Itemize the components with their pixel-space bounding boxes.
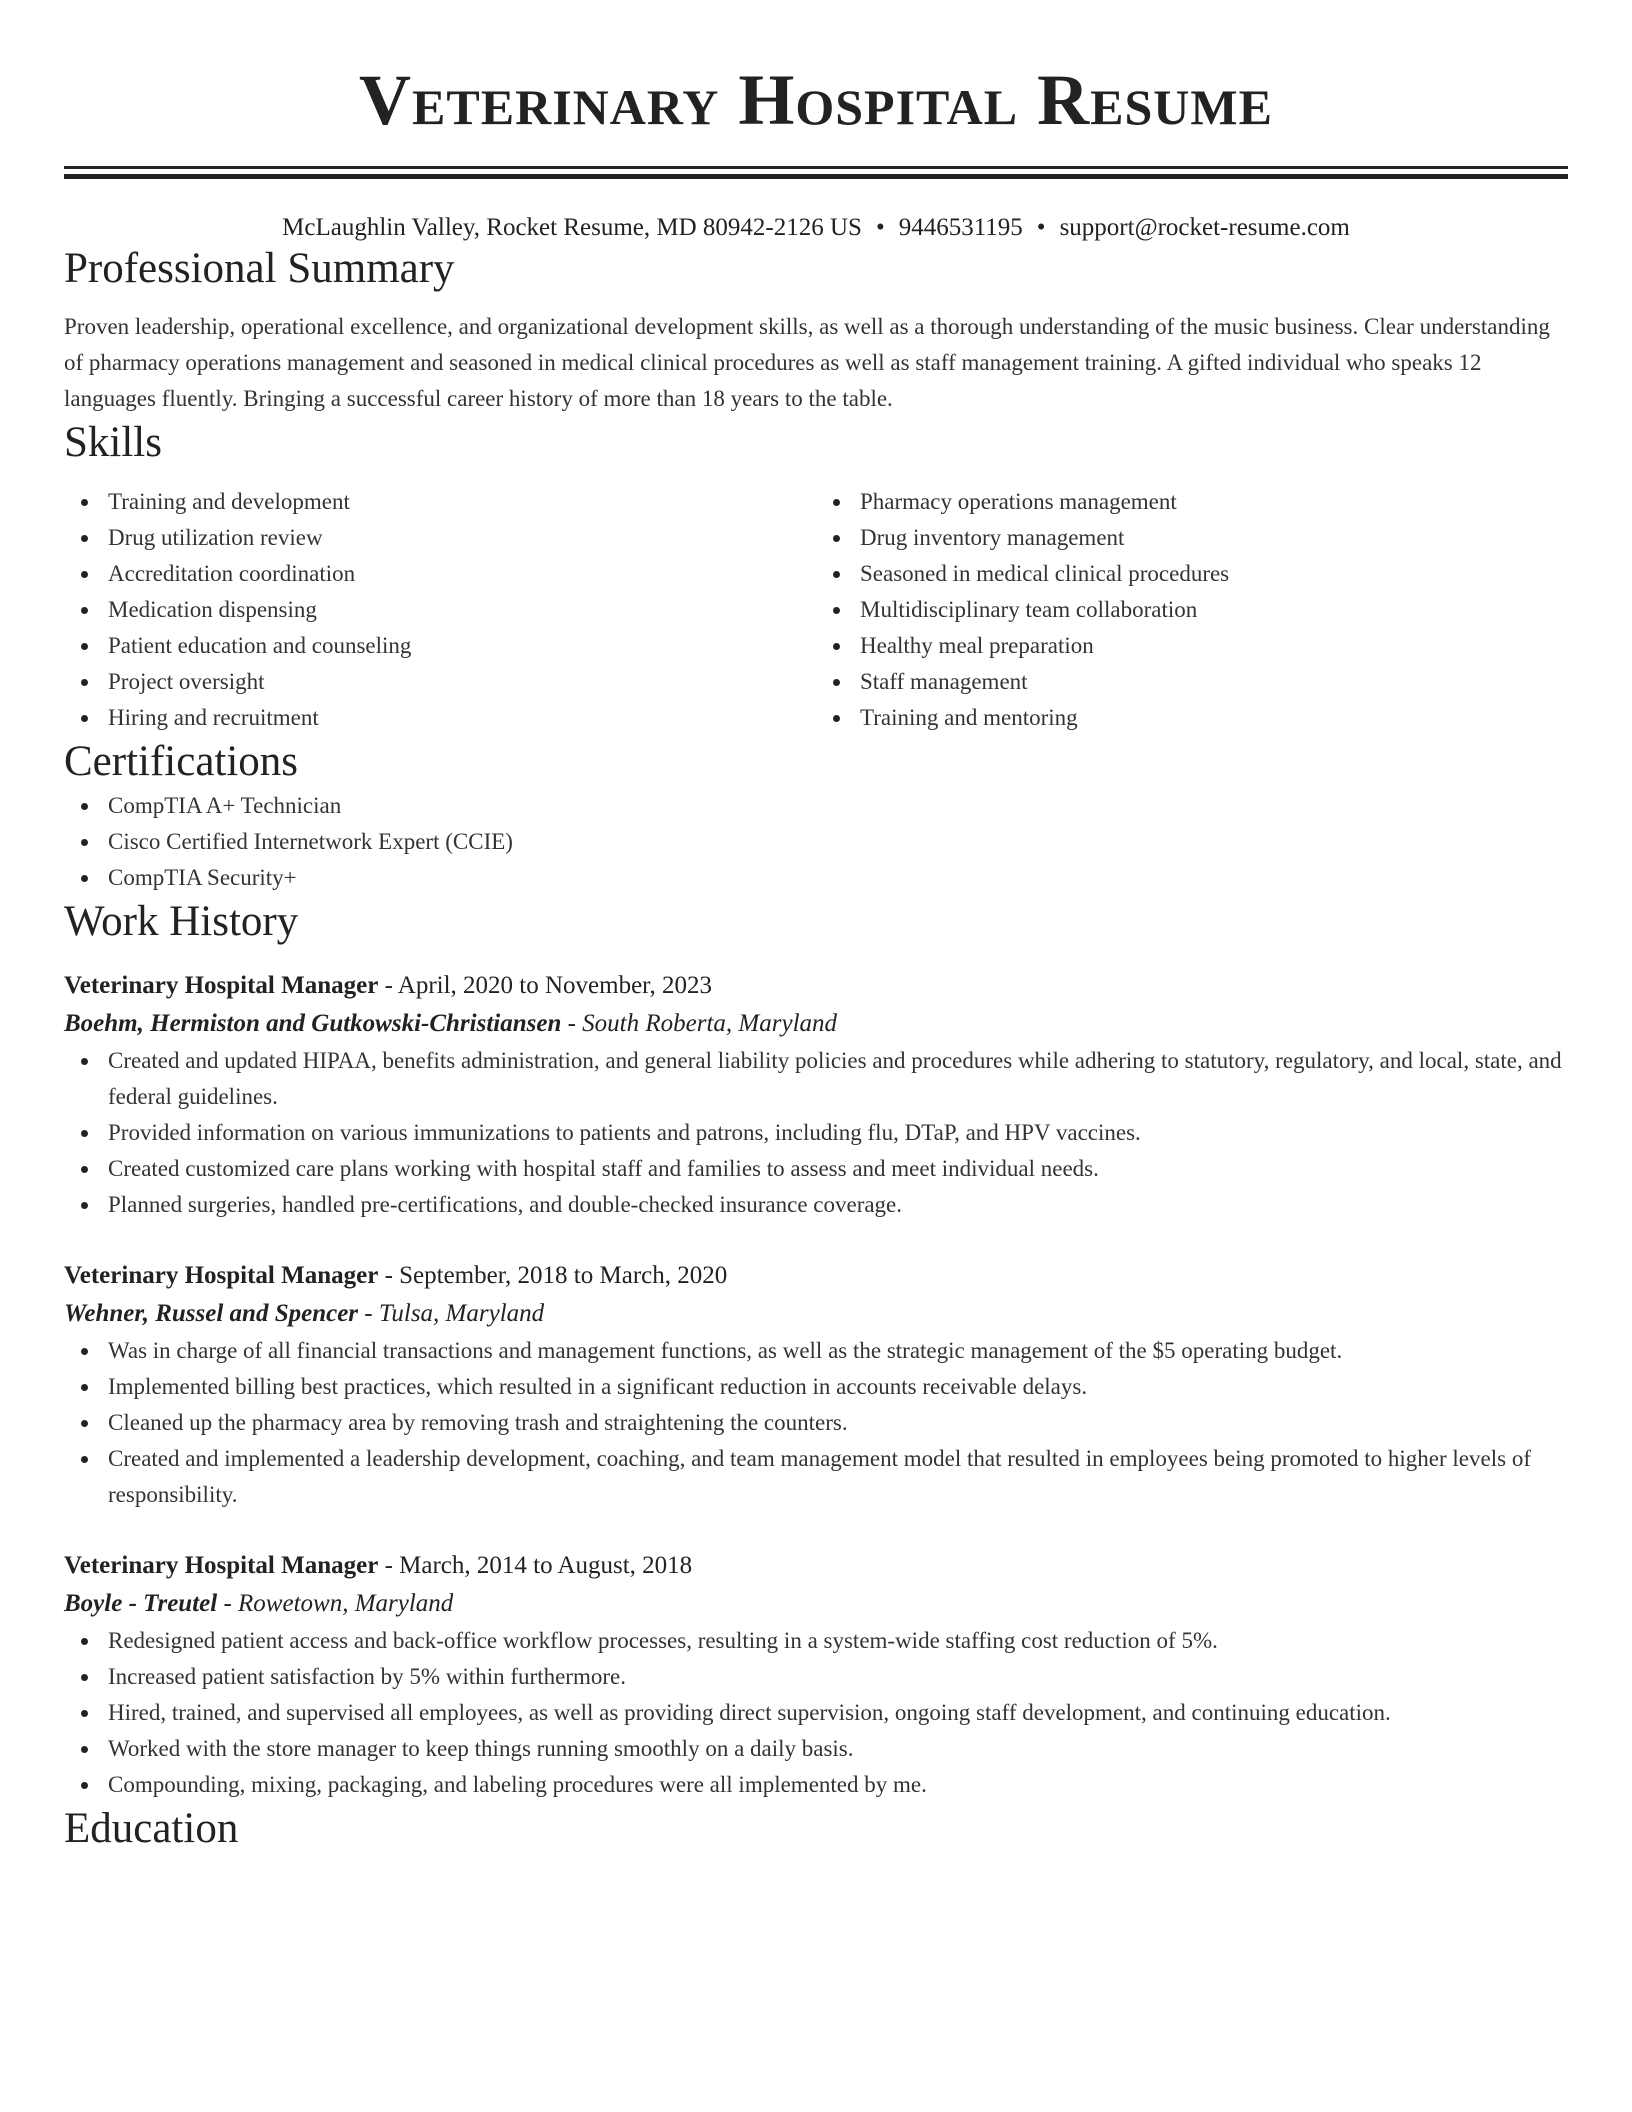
resume-title: Veterinary Hospital Resume (359, 60, 1273, 140)
job-entry (64, 1257, 1568, 1513)
job-role: Veterinary Hospital Manager (64, 1552, 379, 1580)
title-divider (64, 166, 1568, 179)
job-company: Wehner, Russel and Spencer (64, 1300, 359, 1328)
job-company-line (64, 1585, 1568, 1623)
job-duty: Cleaned up the pharmacy area by removing trash and straightening the counters. (64, 1405, 1568, 1441)
job-entry (64, 1547, 1568, 1803)
skills-right-list (816, 484, 1568, 736)
skill-item: Project oversight (64, 664, 816, 700)
skill-item: Training and development (64, 484, 816, 520)
job-role: Veterinary Hospital Manager (64, 1262, 379, 1290)
summary-heading: Professional Summary (64, 245, 455, 292)
job-duties-list (64, 1043, 1568, 1223)
certifications-heading: Certifications (64, 738, 299, 786)
skill-item: Drug inventory management (816, 520, 1568, 556)
job-company-line (64, 1005, 1568, 1043)
summary-text: Proven leadership, operational excellence, and organizational development skills, as well as a thorough understanding of the music business. Clear understanding of pharmacy operations management and seasoned in medical clinical procedures as well as staff management training. A gifted individual who speaks 12 languages fluently. Bringing a successful career history of more than 18 years to the table. (64, 313, 1550, 411)
job-duty: Compounding, mixing, packaging, and labeling procedures were all implemented by me. (64, 1767, 1568, 1803)
job-location: - Tulsa, Maryland (358, 1300, 545, 1328)
job-company: Boyle - Treutel (64, 1590, 218, 1618)
certifications-list (64, 788, 1568, 896)
skill-item: Hiring and recruitment (64, 700, 816, 736)
job-duty: Planned surgeries, handled pre-certifications, and double-checked insurance coverage. (64, 1187, 1568, 1223)
job-duty: Was in charge of all financial transactions and management functions, as well as the strategic management of the $5 operating budget. (64, 1333, 1568, 1369)
job-duty: Created and updated HIPAA, benefits administration, and general liability policies and procedures while adhering to statutory, regulatory, and local, state, and federal guidelines. (64, 1043, 1568, 1115)
skill-item: Drug utilization review (64, 520, 816, 556)
contact-separator: • (875, 214, 885, 241)
job-location: - South Roberta, Maryland (561, 1010, 838, 1038)
job-role: Veterinary Hospital Manager (64, 972, 379, 1000)
skill-item: Multidisciplinary team collaboration (816, 592, 1568, 628)
contact-email: support@rocket-resume.com (1059, 214, 1350, 241)
certification-item: Cisco Certified Internetwork Expert (CCIE) (64, 824, 1568, 860)
job-duties-list (64, 1623, 1568, 1803)
job-dates: - March, 2014 to August, 2018 (378, 1552, 693, 1580)
skills-left-list (64, 484, 816, 736)
skill-item: Healthy meal preparation (816, 628, 1568, 664)
skills-heading: Skills (64, 418, 162, 466)
job-duty: Increased patient satisfaction by 5% within furthermore. (64, 1659, 1568, 1695)
skill-item: Seasoned in medical clinical procedures (816, 556, 1568, 592)
job-duty: Hired, trained, and supervised all employees, as well as providing direct supervision, ongoing staff development, and continuing education. (64, 1695, 1568, 1731)
certification-item: CompTIA A+ Technician (64, 788, 1568, 824)
job-duty: Implemented billing best practices, which resulted in a significant reduction in accounts receivable delays. (64, 1369, 1568, 1405)
job-company: Boehm, Hermiston and Gutkowski-Christiansen (64, 1010, 562, 1038)
contact-address: McLaughlin Valley, Rocket Resume, MD 80942-2126 US (282, 214, 862, 241)
job-title-line (64, 1257, 1568, 1295)
skill-item: Medication dispensing (64, 592, 816, 628)
job-dates: - September, 2018 to March, 2020 (378, 1262, 728, 1290)
skill-item: Patient education and counseling (64, 628, 816, 664)
skill-item: Accreditation coordination (64, 556, 816, 592)
contact-separator: • (1036, 214, 1046, 241)
contact-phone: 9446531195 (898, 214, 1023, 241)
job-title-line (64, 967, 1568, 1005)
job-dates: - April, 2020 to November, 2023 (378, 972, 712, 1000)
job-duty: Created and implemented a leadership development, coaching, and team management model that resulted in employees being promoted to higher levels of responsibility. (64, 1441, 1568, 1513)
job-title-line (64, 1547, 1568, 1585)
skills-columns (64, 484, 1568, 736)
certification-item: CompTIA Security+ (64, 860, 1568, 896)
job-duty: Provided information on various immunizations to patients and patrons, including flu, DTaP, and HPV vaccines. (64, 1115, 1568, 1151)
job-duty: Worked with the store manager to keep things running smoothly on a daily basis. (64, 1731, 1568, 1767)
job-entry (64, 967, 1568, 1223)
job-duty: Redesigned patient access and back-office workflow processes, resulting in a system-wide staffing cost reduction of 5%. (64, 1623, 1568, 1659)
job-duty: Created customized care plans working with hospital staff and families to assess and meet individual needs. (64, 1151, 1568, 1187)
skill-item: Training and mentoring (816, 700, 1568, 736)
job-company-line (64, 1295, 1568, 1333)
skill-item: Staff management (816, 664, 1568, 700)
education-heading: Education (64, 1805, 239, 1853)
job-duties-list (64, 1333, 1568, 1513)
skill-item: Pharmacy operations management (816, 484, 1568, 520)
work-history-heading: Work History (64, 897, 299, 945)
job-location: - Rowetown, Maryland (217, 1590, 454, 1618)
contact-line (64, 213, 1568, 243)
